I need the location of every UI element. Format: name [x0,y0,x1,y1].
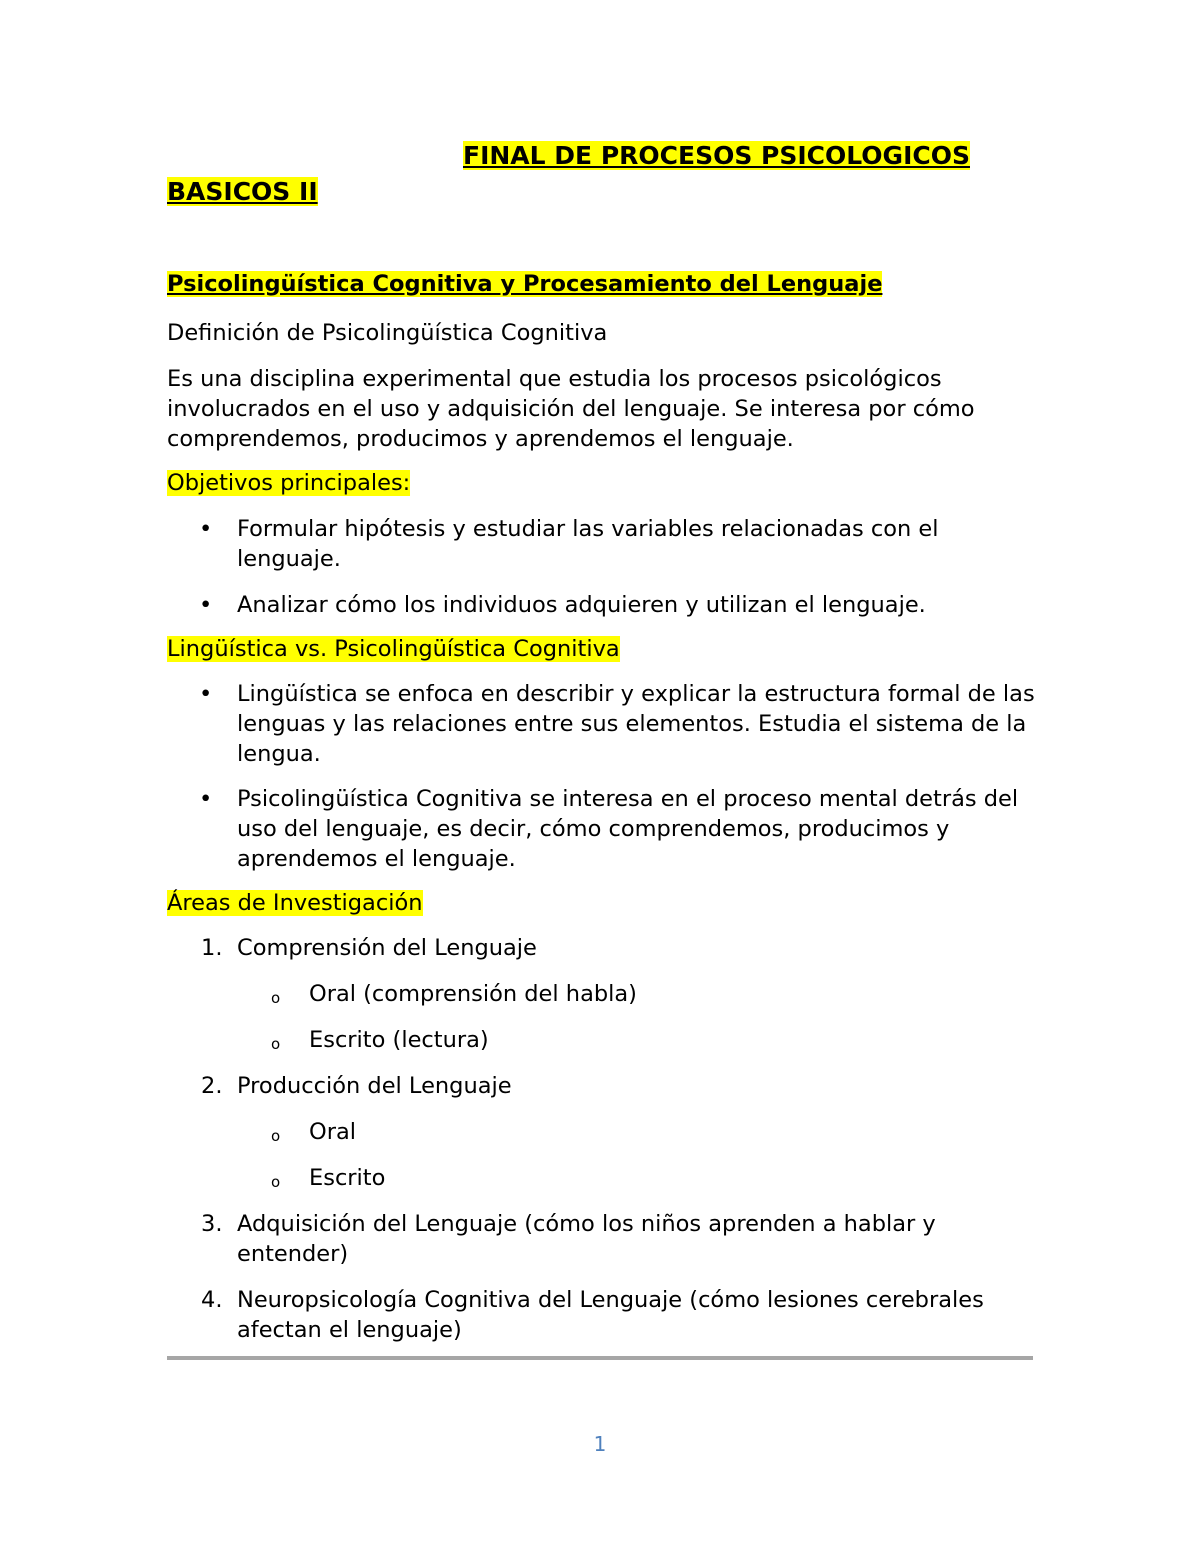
list-number: 4. [201,1287,223,1313]
comparison-heading: Lingüística vs. Psicolingüística Cognitiva [167,636,620,662]
circle-bullet-icon: o [271,1035,281,1053]
list-number: 3. [201,1211,223,1237]
sub-list-item: o Escrito [167,1163,1037,1193]
areas-heading: Áreas de Investigación [167,890,423,916]
definition-text: Es una disciplina experimental que estudia los procesos psicológicos involucrados en el uso y adquisición del lenguaje. Se interesa por cómo comprendemos, producimos y aprendemos el lenguaje. [167,366,975,452]
list-item: 4. Neuropsicología Cognitiva del Lenguaje (cómo lesiones cerebrales afectan el lenguaje) [201,1287,984,1343]
list-item: • Formular hipótesis y estudiar las variables relacionadas con el lenguaje. [199,516,939,572]
bullet-icon: • [199,681,213,707]
list-number: 1. [201,935,223,961]
title-line-1: FINAL DE PROCESOS PSICOLOGICOS [463,141,970,170]
list-item: • Analizar cómo los individuos adquieren y utilizan el lenguaje. [199,592,926,618]
comparison-list [167,679,1037,874]
objectives-list [167,514,1037,620]
document-title [167,138,1037,174]
list-item: 2. Producción del Lenguaje [201,1073,512,1099]
circle-bullet-icon: o [271,989,281,1007]
definition-heading: Definición de Psicolingüística Cognitiva [167,320,608,346]
areas-list [167,933,1037,1345]
sub-list-item: o Oral [167,1117,1037,1147]
circle-bullet-icon: o [271,1173,281,1191]
bullet-icon: • [199,516,213,542]
sub-list-item: o Escrito (lectura) [167,1025,1037,1055]
objectives-heading: Objetivos principales: [167,470,411,496]
list-item: 3. Adquisición del Lenguaje (cómo los niños aprenden a hablar y entender) [201,1211,936,1267]
sub-list-item: o Oral (comprensión del habla) [167,979,1037,1009]
document-title-continued [167,174,1037,210]
list-number: 2. [201,1073,223,1099]
list-item: 1. Comprensión del Lenguaje [201,935,537,961]
list-item: • Psicolingüística Cognitiva se interesa en el proceso mental detrás del uso del lenguaje, es decir, cómo comprendemos, producimos y aprendemos el lenguaje. [199,786,1019,872]
page-number: 1 [593,1432,607,1456]
circle-bullet-icon: o [271,1127,281,1145]
list-item: • Lingüística se enfoca en describir y explicar la estructura formal de las lenguas y las relaciones entre sus elementos. Estudia el sistema de la lengua. [199,681,1035,767]
section-heading: Psicolingüística Cognitiva y Procesamiento del Lenguaje [167,271,883,297]
title-line-2: BASICOS II [167,177,318,206]
document-content [167,138,1037,1343]
bullet-icon: • [199,786,213,812]
horizontal-rule [167,1356,1033,1360]
bullet-icon: • [199,592,213,618]
